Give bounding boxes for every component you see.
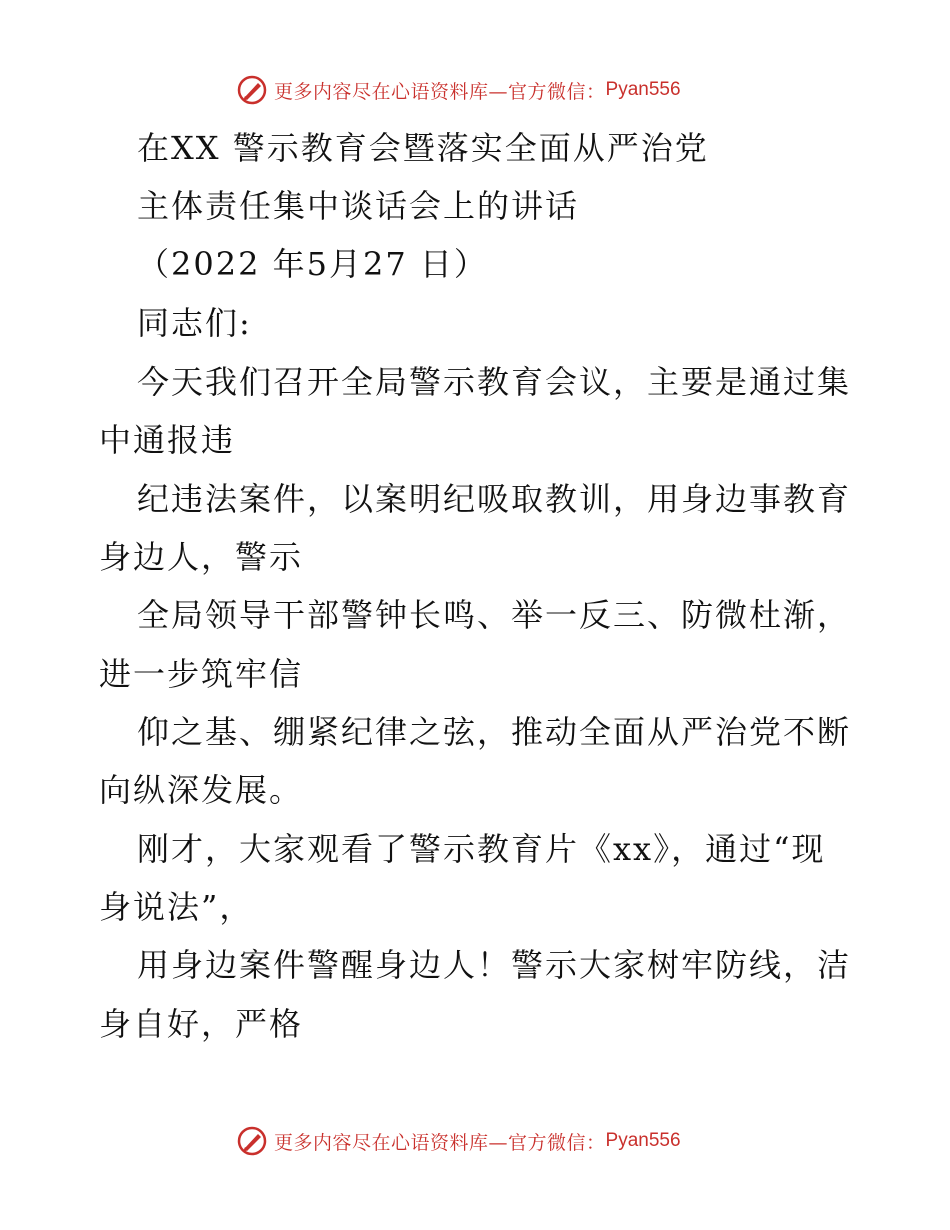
watermark-wechat-id: Pyan556: [605, 79, 681, 100]
quill-pen-seal-icon: [236, 1125, 268, 1157]
salutation: 同志们:: [137, 304, 252, 342]
title-line-2: 主体责任集中谈话会上的讲话: [137, 187, 580, 225]
body-line: 用身边案件警醒身边人！警示大家树牢防线，洁: [137, 946, 852, 984]
watermark-header: [236, 73, 681, 107]
quill-pen-seal-icon: [236, 74, 268, 106]
body-line: 进一步筑牢信: [99, 655, 304, 693]
title-line-1: 在XX 警示教育会暨落实全面从严治党: [137, 129, 709, 167]
watermark-footer: [236, 1124, 681, 1158]
body-line: 身说法”，: [99, 888, 254, 926]
body-line: 刚才，大家观看了警示教育片《xx》，通过“现: [137, 830, 826, 868]
body-line: 向纵深发展。: [99, 771, 304, 809]
body-line: 身边人，警示: [99, 538, 304, 576]
body-line: 全局领导干部警钟长鸣、举一反三、防微杜渐，: [137, 596, 852, 634]
body-line: 今天我们召开全局警示教育会议，主要是通过集: [137, 363, 852, 401]
body-line: 中通报违: [99, 421, 236, 459]
watermark-text: 更多内容尽在心语资料库—官方微信：: [274, 80, 606, 103]
body-line: 纪违法案件，以案明纪吸取教训，用身边事教育: [137, 480, 852, 518]
watermark-wechat-id: Pyan556: [605, 1130, 681, 1151]
speech-date: （2022 年5月27 日）: [137, 245, 488, 283]
watermark-text: 更多内容尽在心语资料库—官方微信：: [274, 1131, 606, 1154]
body-line: 仰之基、绷紧纪律之弦，推动全面从严治党不断: [137, 713, 852, 751]
body-line: 身自好，严格: [99, 1005, 304, 1043]
